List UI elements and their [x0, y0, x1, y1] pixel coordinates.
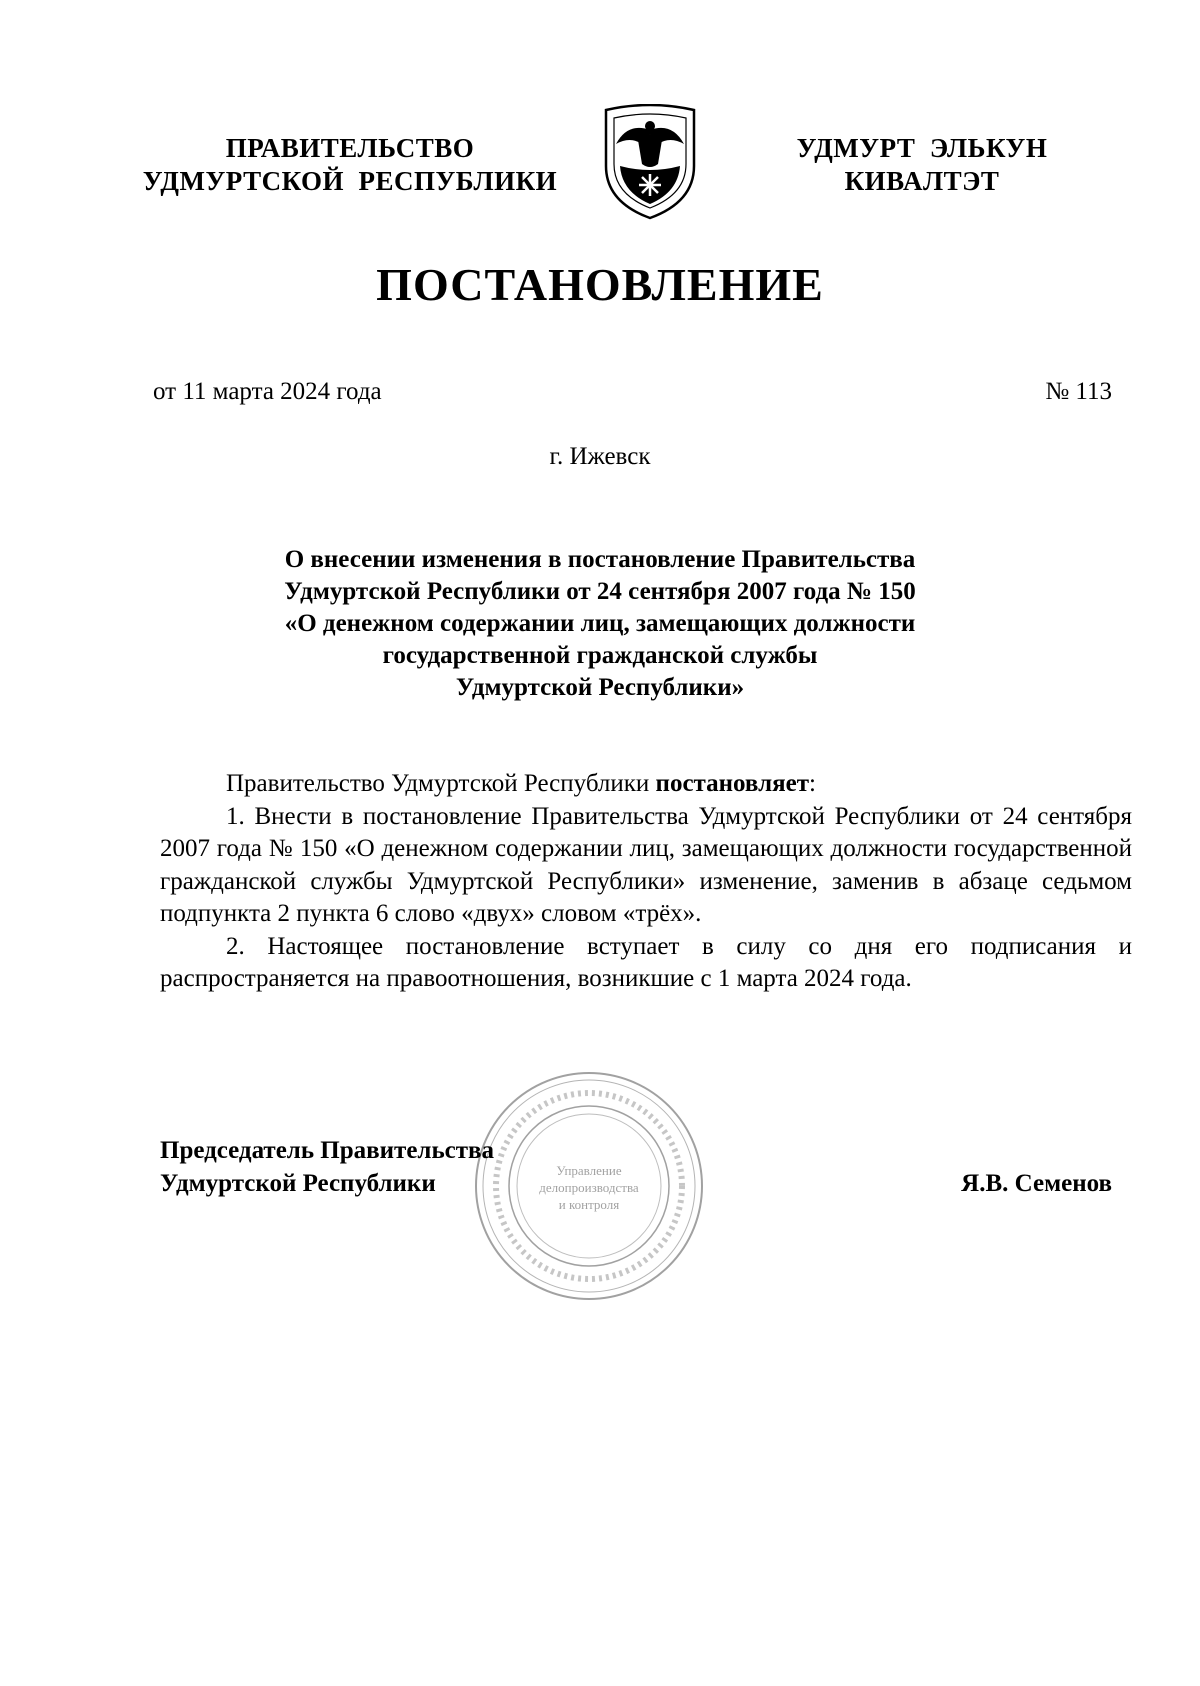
header-government-udm [772, 132, 1072, 198]
header-left-line1: ПРАВИТЕЛЬСТВО [225, 133, 475, 163]
signatory-position [160, 1134, 520, 1200]
seal-line3: и контроля [558, 1197, 620, 1212]
header-left-line2: УДМУРТСКОЙ РЕСПУБЛИКИ [142, 166, 558, 196]
subject-line: «О денежном содержании лиц, замещающих должности [284, 610, 916, 637]
document-date: от 11 марта 2024 года [153, 378, 382, 405]
intro-verb: постановляет [655, 770, 810, 797]
subject-line: Удмуртской Республики» [455, 674, 745, 701]
document-body [160, 768, 1132, 996]
signatory-position-line2: Удмуртской Республики [160, 1170, 436, 1197]
seal-line2: делопроизводства [539, 1180, 639, 1195]
document-subject [160, 544, 1040, 704]
signatory-name: Я.В. Семенов [961, 1170, 1112, 1197]
document-title: ПОСТАНОВЛЕНИЕ [376, 259, 824, 310]
item-1-paragraph: 1. Внести в постановление Правительства Удмуртской Республики от 24 сентября 2007 года № 150 «О денежном содержании лиц, замещающих должности государственной гражданской службы Удмуртской Республики» изменение, заменив в абзаце седьмом подпункта 2 пункта 6 слово «двух» словом «трёх». [160, 802, 1132, 927]
subject-line: государственной гражданской службы [382, 642, 818, 669]
item-2-paragraph: 2. Настоящее постановление вступает в силу со дня его подписания и распространяется на правоотношения, возникшие с 1 марта 2024 года. [160, 932, 1132, 992]
header-right-line2: КИВАЛТЭТ [844, 166, 1000, 196]
intro-text: Правительство Удмуртской Республики [226, 770, 656, 797]
subject-line: О внесении изменения в постановление Правительства [284, 546, 916, 573]
header-right-line1: УДМУРТ ЭЛЬКУН [796, 133, 1048, 163]
udmurt-coat-of-arms-icon [598, 104, 702, 222]
document-city: г. Ижевск [549, 443, 651, 470]
header-government-ru [120, 132, 580, 198]
intro-paragraph [160, 768, 1132, 801]
intro-colon: : [809, 770, 816, 797]
seal-line1: Управление [556, 1163, 622, 1178]
document-number: № 113 [1045, 378, 1112, 405]
signatory-position-line1: Председатель Правительства [160, 1137, 495, 1164]
subject-line: Удмуртской Республики от 24 сентября 2007 года № 150 [284, 578, 916, 605]
